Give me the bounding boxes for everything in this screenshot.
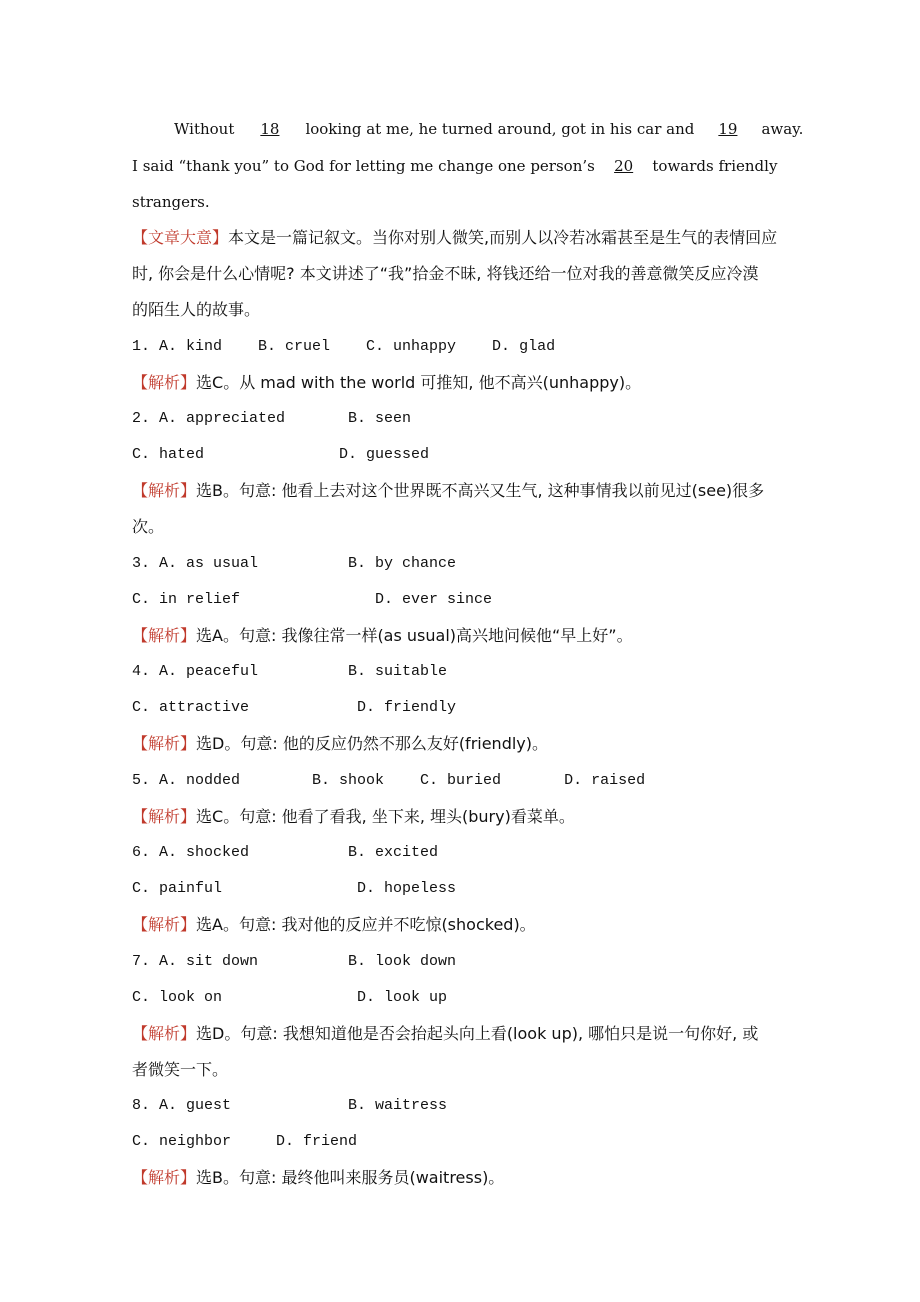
question-2-explanation-cont: 次。 bbox=[132, 517, 165, 536]
summary-tag: 【文章大意】 bbox=[132, 228, 229, 247]
question-4-explanation bbox=[132, 733, 548, 755]
question-8-options-row-2: C. neighbor D. friend bbox=[132, 1133, 358, 1150]
blank-18: 18 bbox=[260, 120, 280, 138]
question-3-explanation bbox=[132, 625, 633, 647]
question-6-options-row-2: C. painful D. hopeless bbox=[132, 880, 457, 897]
passage-text: towards friendly bbox=[652, 157, 778, 175]
explanation-tag: 【解析】 bbox=[132, 373, 197, 392]
passage-text: Without bbox=[174, 120, 235, 138]
explanation-text: 选D。句意: 他的反应仍然不那么友好(friendly)。 bbox=[196, 734, 549, 753]
question-4-options-row-1: 4. A. peaceful B. suitable bbox=[132, 663, 448, 680]
explanation-text: 选B。句意: 最终他叫来服务员(waitress)。 bbox=[196, 1168, 505, 1187]
explanation-text: 选D。句意: 我想知道他是否会抬起头向上看(look up), 哪怕只是说一句你好, 或 bbox=[196, 1024, 759, 1043]
question-5-explanation bbox=[132, 806, 575, 828]
blank-19: 19 bbox=[718, 120, 738, 138]
question-7-options-row-2: C. look on D. look up bbox=[132, 989, 448, 1006]
explanation-tag: 【解析】 bbox=[132, 481, 197, 500]
question-7-options-row-1: 7. A. sit down B. look down bbox=[132, 953, 457, 970]
summary-line-3: 的陌生人的故事。 bbox=[132, 300, 261, 319]
explanation-text: 选C。从 mad with the world 可推知, 他不高兴(unhappy)。 bbox=[196, 373, 642, 392]
explanation-tag: 【解析】 bbox=[132, 807, 197, 826]
question-7-explanation bbox=[132, 1023, 758, 1045]
question-8-explanation bbox=[132, 1167, 504, 1189]
question-6-explanation bbox=[132, 914, 536, 936]
question-1-options: 1. A. kind B. cruel C. unhappy D. glad bbox=[132, 338, 556, 355]
explanation-tag: 【解析】 bbox=[132, 915, 197, 934]
question-2-options-row-1: 2. A. appreciated B. seen bbox=[132, 410, 412, 427]
passage-text: I said “thank you” to God for letting me change one person’s bbox=[132, 157, 595, 175]
blank-20: 20 bbox=[614, 157, 634, 175]
explanation-tag: 【解析】 bbox=[132, 1168, 197, 1187]
summary-line-2: 时, 你会是什么心情呢? 本文讲述了“我”拾金不昧, 将钱还给一位对我的善意微笑反应冷漠 bbox=[132, 264, 759, 283]
passage-line-1 bbox=[174, 118, 803, 140]
question-7-explanation-cont: 者微笑一下。 bbox=[132, 1060, 229, 1079]
passage-line-3: strangers. bbox=[132, 193, 210, 211]
question-2-options-row-2: C. hated D. guessed bbox=[132, 446, 430, 463]
explanation-tag: 【解析】 bbox=[132, 734, 197, 753]
question-4-options-row-2: C. attractive D. friendly bbox=[132, 699, 457, 716]
explanation-text: 选A。句意: 我对他的反应并不吃惊(shocked)。 bbox=[196, 915, 536, 934]
question-3-options-row-1: 3. A. as usual B. by chance bbox=[132, 555, 457, 572]
question-5-options: 5. A. nodded B. shook C. buried D. raised bbox=[132, 772, 646, 789]
explanation-text: 选B。句意: 他看上去对这个世界既不高兴又生气, 这种事情我以前见过(see)很多 bbox=[196, 481, 765, 500]
question-2-explanation bbox=[132, 480, 764, 502]
explanation-tag: 【解析】 bbox=[132, 1024, 197, 1043]
summary-text: 本文是一篇记叙文。当你对别人微笑,而别人以冷若冰霜甚至是生气的表情回应 bbox=[228, 228, 778, 247]
question-8-options-row-1: 8. A. guest B. waitress bbox=[132, 1097, 448, 1114]
explanation-text: 选A。句意: 我像往常一样(as usual)高兴地问候他“早上好”。 bbox=[196, 626, 633, 645]
question-3-options-row-2: C. in relief D. ever since bbox=[132, 591, 493, 608]
passage-text: looking at me, he turned around, got in his car and bbox=[305, 120, 695, 138]
explanation-tag: 【解析】 bbox=[132, 626, 197, 645]
summary-line-1 bbox=[132, 227, 777, 249]
question-6-options-row-1: 6. A. shocked B. excited bbox=[132, 844, 439, 861]
passage-line-2 bbox=[132, 155, 777, 177]
question-1-explanation bbox=[132, 372, 641, 394]
passage-text: away. bbox=[761, 120, 804, 138]
explanation-text: 选C。句意: 他看了看我, 坐下来, 埋头(bury)看菜单。 bbox=[196, 807, 575, 826]
